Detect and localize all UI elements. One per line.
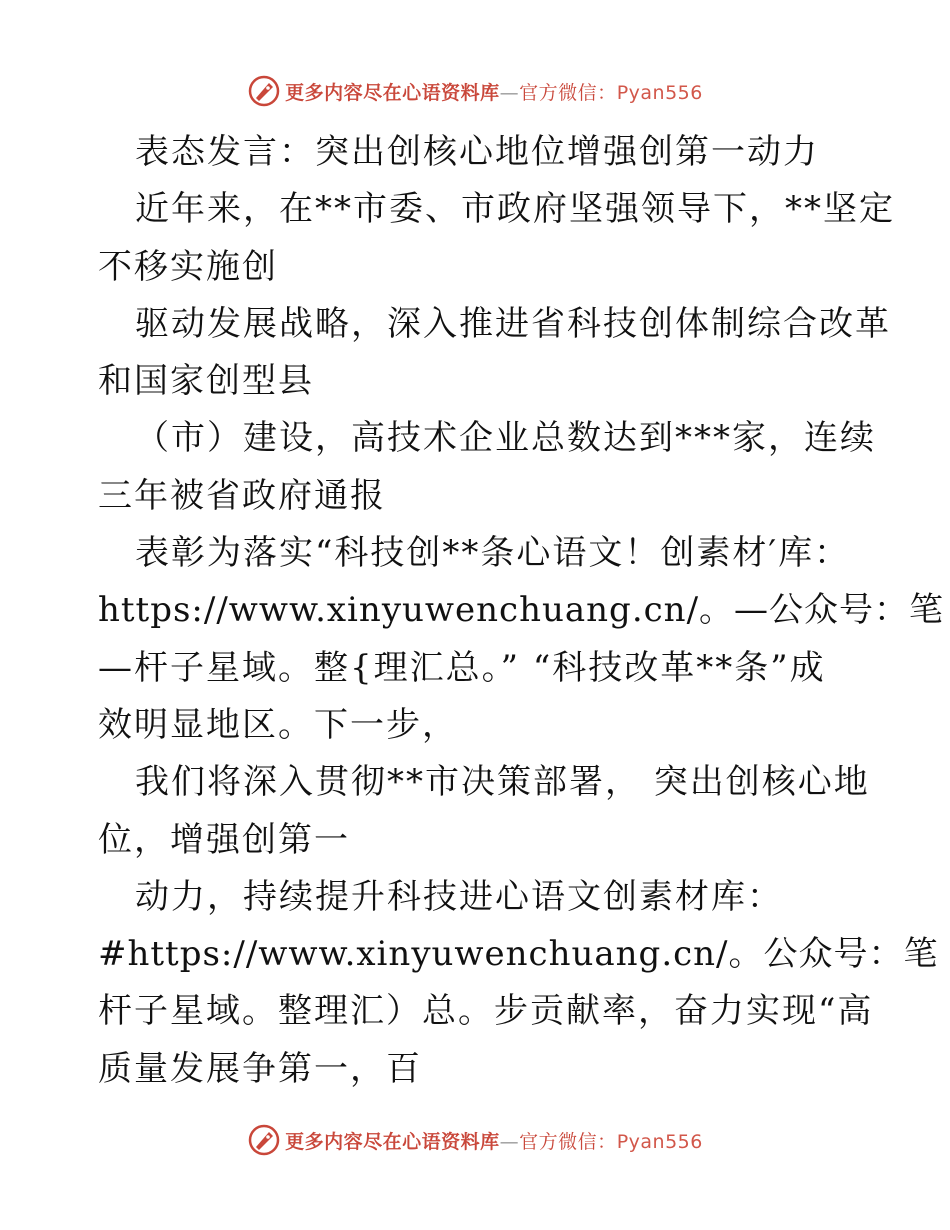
footer-official-label: 官方微信：	[519, 1130, 617, 1153]
header-brand-text: 更多内容尽在心语资料库	[285, 81, 500, 104]
paragraph-line: #https://www.xinyuwenchuang.cn/。公众号：笔	[98, 934, 939, 975]
footer-banner	[0, 1120, 950, 1160]
footer-separator: —	[499, 1130, 520, 1153]
pen-nib-logo-icon	[247, 1123, 281, 1157]
document-title: 表态发言：突出创核心地位增强创第一动力	[135, 132, 819, 172]
header-banner-text	[285, 78, 703, 105]
paragraph-line: （市）建设，高技术企业总数达到***家，连续	[135, 418, 876, 459]
paragraph-line: 和国家创型县	[98, 361, 314, 402]
paragraph-line: 表彰为落实“科技创**条心语文！创素材′库：	[135, 533, 851, 574]
paragraph-line: 三年被省政府通报	[98, 475, 386, 516]
paragraph-line: 质量发展争第一，百	[98, 1048, 422, 1089]
footer-brand-text: 更多内容尽在心语资料库	[285, 1130, 500, 1153]
paragraph-line: 不移实施创	[98, 246, 278, 287]
paragraph-line: 我们将深入贯彻**市决策部署， 突出创核心地	[135, 762, 870, 803]
document-body	[98, 124, 945, 1098]
paragraph-line: —杆子星域。整{理汇总。” “科技改革**条”成	[98, 647, 826, 688]
footer-wechat-id: Pyan556	[616, 1130, 703, 1153]
header-separator: —	[499, 81, 520, 104]
header-official-label: 官方微信：	[519, 81, 617, 104]
paragraph-line: 近年来，在**市委、市政府坚强领导下，**坚定	[135, 189, 895, 230]
paragraph-line: https://www.xinyuwenchuang.cn/。—公众号：笔	[98, 590, 945, 631]
paragraph-line: 效明显地区。下一步，	[98, 704, 458, 745]
paragraph-line: 位，增强创第一	[98, 819, 350, 860]
paragraph-line: 动力，持续提升科技进心语文创素材库：	[135, 876, 783, 917]
paragraph-line: 杆子星域。整理汇）总。步贡献率，奋力实现“高	[98, 991, 874, 1032]
footer-banner-text	[285, 1127, 703, 1154]
header-wechat-id: Pyan556	[616, 81, 703, 104]
paragraph-line: 驱动发展战略，深入推进省科技创体制综合改革	[135, 303, 891, 344]
pen-nib-logo-icon	[247, 74, 281, 108]
header-banner	[0, 71, 950, 111]
